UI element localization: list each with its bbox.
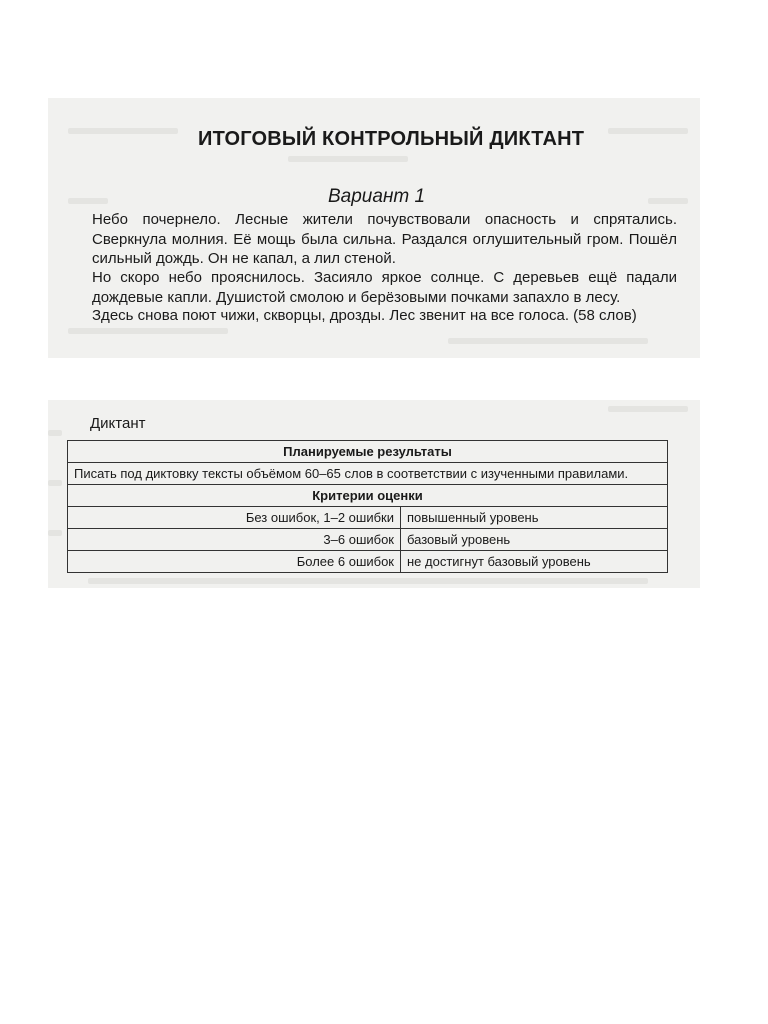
table-row xyxy=(68,529,668,551)
planned-results-header: Планируемые результаты xyxy=(68,441,668,463)
assessment-label: Диктант xyxy=(90,415,146,432)
table-row xyxy=(68,463,668,485)
criteria-level: базовый уровень xyxy=(401,529,668,551)
criteria-header: Критерии оценки xyxy=(68,485,668,507)
table-row xyxy=(68,551,668,573)
variant-heading: Вариант 1 xyxy=(328,186,426,207)
criteria-level: не достигнут базовый уровень xyxy=(401,551,668,573)
dictation-paragraph-1 xyxy=(92,210,677,269)
criteria-errors: Без ошибок, 1–2 ошибки xyxy=(68,507,401,529)
assessment-table xyxy=(67,440,668,573)
criteria-errors: Более 6 ошибок xyxy=(68,551,401,573)
table-row xyxy=(68,507,668,529)
table-row xyxy=(68,441,668,463)
table-row xyxy=(68,485,668,507)
paragraph-text: Здесь снова поют чижи, скворцы, дрозды. Лес звенит на все голоса. (58 слов) xyxy=(92,307,637,324)
criteria-level: повышенный уровень xyxy=(401,507,668,529)
dictation-paragraph-2 xyxy=(92,268,677,307)
dictation-paragraph-3 xyxy=(92,306,677,326)
dictation-title: ИТОГОВЫЙ КОНТРОЛЬНЫЙ ДИКТАНТ xyxy=(198,128,585,150)
paragraph-text: Но скоро небо прояснилось. Засияло яркое солнце. С деревьев ещё падали дождевые капли. Душистой смолою и берёзовыми почками запахло в лесу. xyxy=(92,269,677,306)
planned-results-text: Писать под диктовку тексты объёмом 60–65 слов в соответствии с изученными правилами. xyxy=(68,463,668,485)
criteria-errors: 3–6 ошибок xyxy=(68,529,401,551)
paragraph-text: Небо почернело. Лесные жители почувствовали опасность и спрятались. Сверкнула молния. Её мощь была сильна. Раздался оглушительный гром. Пошёл сильный дождь. Он не капал, а лил стеной. xyxy=(92,211,677,267)
